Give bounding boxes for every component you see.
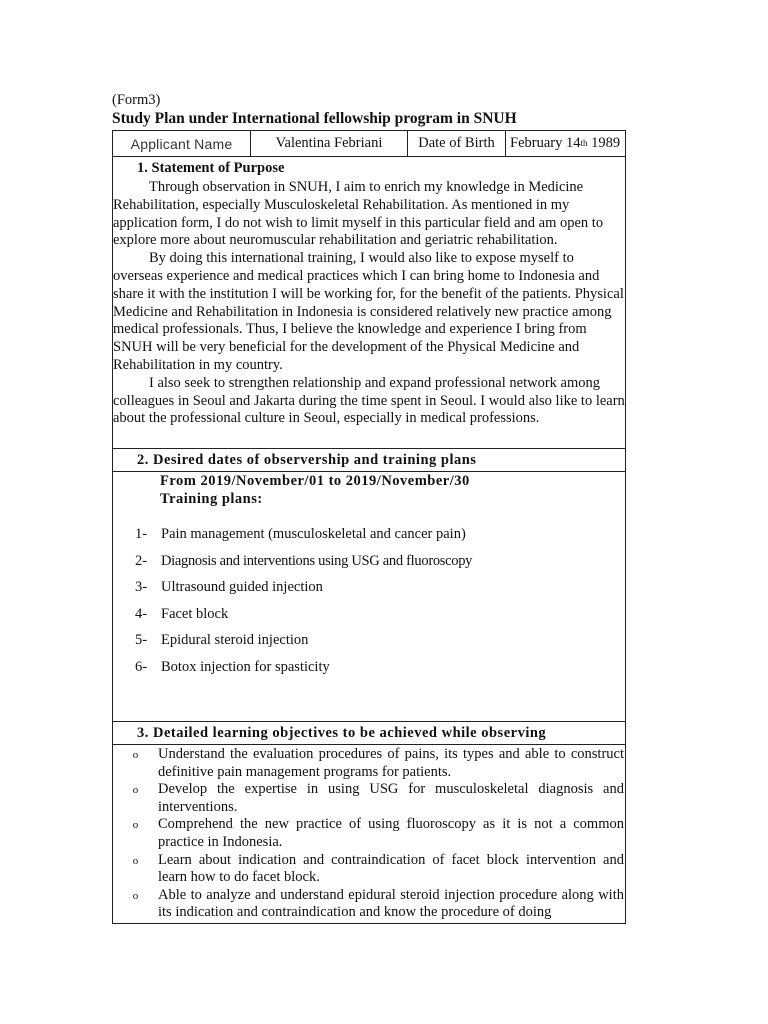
applicant-name-label: Applicant Name [113, 131, 251, 156]
objective-text: Comprehend the new practice of using fluoroscopy as it is not a common practice in Indonesia. [158, 816, 624, 850]
page-title: Study Plan under International fellowship program in SNUH [112, 110, 517, 127]
statement-paragraph: Through observation in SNUH, I aim to enrich my knowledge in Medicine Rehabilitation, especially Musculoskeletal Rehabilitation. As mentioned in my application form, I do not wish to limit myself in this particular field and am open to explore more about neuromuscular rehabilitation and geriatric rehabilitation. [113, 179, 604, 249]
observership-dates: From 2019/November/01 to 2019/November/30 [160, 473, 470, 489]
list-item [135, 579, 472, 606]
dob-value-suffix: th [580, 137, 588, 148]
learning-objectives-section [112, 721, 626, 924]
list-item-number: 6- [135, 658, 148, 675]
list-item [135, 659, 472, 686]
training-plan-list [135, 526, 472, 686]
statement-of-purpose-section [112, 156, 626, 449]
list-item-text: Diagnosis and interventions using USG and fluoroscopy [161, 552, 473, 569]
training-plans-section [112, 448, 626, 722]
dob-value-main: February 14 [510, 135, 581, 151]
statement-paragraph: By doing this international training, I would also like to expose myself to overseas experience and medical practices which I can bring home to Indonesia and share it with the institution I will be working for, for the benefit of the patients. Physical Medicine and Rehabilitation in Indonesia is considered relatively new practice among medical professionals. Thus, I believe the knowledge and experience I bring from SNUH will be very beneficial for the development of the Physical Medicine and Rehabilitation in my country. [113, 250, 624, 373]
dob-label: Date of Birth [408, 131, 506, 156]
form-label: (Form3) [112, 92, 161, 108]
list-item [135, 526, 472, 553]
objective-text: Able to analyze and understand epidural steroid injection procedure along with its indication and contraindication and know the procedure of doing [158, 886, 624, 921]
list-item [113, 852, 625, 887]
dob-value [506, 131, 625, 156]
bullet-icon: o [132, 749, 139, 761]
section2-heading: 2. Desired dates of observership and training plans [137, 452, 477, 468]
training-plans-label: Training plans: [160, 491, 263, 507]
objectives-list [113, 746, 625, 922]
list-item-number: 5- [135, 632, 148, 649]
applicant-name-value: Valentina Febriani [251, 131, 408, 156]
bullet-icon: o [132, 784, 139, 797]
section3-heading-row [113, 722, 625, 745]
applicant-row [112, 130, 626, 157]
list-item [135, 606, 472, 633]
dob-value-year: 1989 [587, 135, 621, 151]
objective-text: Develop the expertise in using USG for musculoskeletal diagnosis and interventions. [158, 781, 624, 815]
list-item-number: 1- [135, 526, 148, 542]
list-item [113, 816, 625, 851]
list-item [113, 746, 625, 781]
list-item-number: 4- [135, 605, 148, 622]
list-item-number: 3- [135, 579, 148, 596]
bullet-icon: o [132, 819, 139, 832]
section1-heading: 1. Statement of Purpose [137, 160, 285, 176]
statement-body [113, 179, 625, 428]
statement-paragraph: I also seek to strengthen relationship and expand professional network among colleagues in Seoul and Jakarta during the time spent in Seoul. I would also like to learn about the professional culture in Seoul, especially in medical professions. [113, 374, 625, 427]
list-item-text: Facet block [161, 605, 229, 622]
list-item-text: Pain management (musculoskeletal and cancer pain) [161, 526, 466, 542]
bullet-icon: o [132, 889, 139, 902]
list-item-text: Epidural steroid injection [161, 632, 309, 649]
objective-text: Understand the evaluation procedures of pains, its types and able to construct definitive pain management programs for patients. [158, 746, 624, 780]
objective-text: Learn about indication and contraindication of facet block intervention and learn how to do facet block. [158, 851, 624, 886]
list-item-number: 2- [135, 552, 148, 569]
list-item-text: Botox injection for spasticity [161, 658, 330, 675]
list-item [135, 553, 472, 580]
list-item [113, 781, 625, 816]
list-item [113, 887, 625, 922]
section3-heading: 3. Detailed learning objectives to be achieved while observing [137, 725, 547, 741]
bullet-icon: o [132, 854, 139, 867]
list-item [135, 632, 472, 659]
list-item-text: Ultrasound guided injection [161, 579, 323, 596]
section2-heading-row [113, 449, 625, 472]
